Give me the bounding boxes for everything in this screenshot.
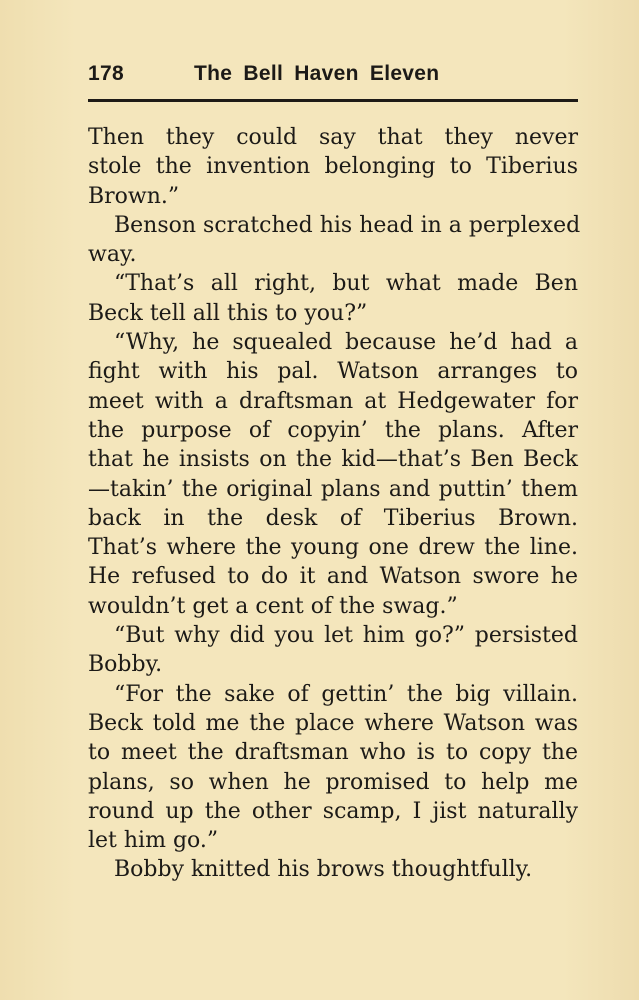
text-line: wouldn’t get a cent of the swag.” xyxy=(88,593,458,619)
text-line: way. xyxy=(88,242,137,268)
text-line: to meet the draftsman who is to copy the xyxy=(88,740,578,766)
page-header xyxy=(88,58,578,94)
page-number: 178 xyxy=(88,62,124,85)
header-rule xyxy=(88,99,578,102)
text-line: Then they could say that they never xyxy=(88,125,578,150)
text-line: “For the sake of gettin’ the big villain. xyxy=(114,681,578,707)
body-text xyxy=(88,123,581,885)
text-line: Bobby. xyxy=(88,652,163,678)
text-line: that he insists on the kid—that’s Ben Beck xyxy=(88,447,578,473)
text-line: “Why, he squealed because he’d had a xyxy=(114,330,578,356)
text-line: Brown.” xyxy=(88,183,180,209)
text-line: Benson scratched his head in a perplexed xyxy=(114,212,581,238)
text-line: let him go.” xyxy=(88,828,219,854)
text-line: plans, so when he promised to help me xyxy=(88,769,578,795)
text-line: “That’s all right, but what made Ben xyxy=(114,271,578,297)
text-line: the purpose of copyin’ the plans. After xyxy=(88,417,578,443)
text-line: stole the invention belonging to Tiberius xyxy=(88,154,578,180)
text-line: fight with his pal. Watson arranges to xyxy=(88,359,578,385)
running-head: The Bell Haven Eleven xyxy=(194,62,440,85)
text-line: round up the other scamp, I jist naturally xyxy=(88,798,578,824)
text-line: Beck told me the place where Watson was xyxy=(88,710,578,736)
text-line: —takin’ the original plans and puttin’ them xyxy=(88,476,578,502)
text-line: back in the desk of Tiberius Brown. xyxy=(88,505,578,531)
text-line: Bobby knitted his brows thoughtfully. xyxy=(114,857,533,883)
text-line: He refused to do it and Watson swore he xyxy=(88,564,578,590)
text-line: That’s where the young one drew the line. xyxy=(88,535,578,561)
text-line: “But why did you let him go?” persisted xyxy=(114,623,578,649)
text-line: Beck tell all this to you?” xyxy=(88,300,368,326)
text-line: meet with a draftsman at Hedgewater for xyxy=(88,388,578,414)
